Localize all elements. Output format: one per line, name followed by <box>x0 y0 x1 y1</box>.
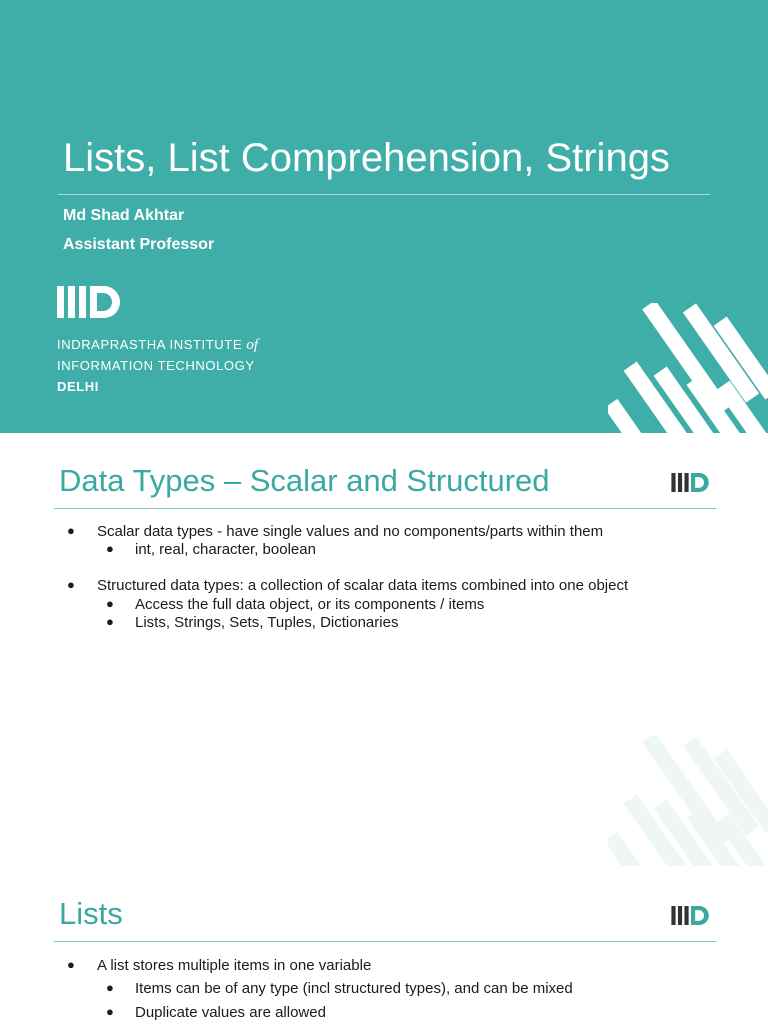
author-role: Assistant Professor <box>63 236 215 253</box>
slide-heading: Lists <box>59 896 123 931</box>
iiitd-logo-icon <box>57 286 123 318</box>
list-item: ● A list stores multiple items in one variable <box>67 957 372 974</box>
title-slide <box>0 0 768 433</box>
list-item: ● Duplicate values are allowed <box>106 1004 326 1021</box>
decorative-bars-watermark <box>608 736 768 866</box>
institute-name-line3: DELHI <box>57 379 99 394</box>
bullet-glyph: ● <box>67 957 75 972</box>
bullet-glyph: ● <box>67 577 75 592</box>
list-item: ● int, real, character, boolean <box>106 541 316 558</box>
iiitd-logo-small-icon <box>671 473 711 492</box>
list-item: ● Lists, Strings, Sets, Tuples, Dictionaries <box>106 614 399 631</box>
institute-of-word: of <box>246 337 258 353</box>
heading-divider <box>54 508 716 509</box>
list-item: ● Items can be of any type (incl structured types), and can be mixed <box>106 980 573 997</box>
list-item: ● Access the full data object, or its components / items <box>106 596 485 613</box>
bullet-glyph: ● <box>106 980 114 995</box>
institute-name-line1: INDRAPRASTHA INSTITUTE of <box>57 337 258 353</box>
author-name: Md Shad Akhtar <box>63 207 185 224</box>
slide-data-types <box>0 433 768 866</box>
list-item: ● Structured data types: a collection of scalar data items combined into one object <box>67 577 629 594</box>
list-item: ● Scalar data types - have single values and no components/parts within them <box>67 523 604 540</box>
bullet-glyph: ● <box>106 1004 114 1019</box>
bullet-glyph: ● <box>67 523 75 538</box>
bullet-glyph: ● <box>106 596 114 611</box>
institute-name-line2: INFORMATION TECHNOLOGY <box>57 358 255 373</box>
iiitd-logo-small-icon <box>671 906 711 925</box>
decorative-bars-graphic <box>608 303 768 433</box>
slide-heading: Data Types – Scalar and Structured <box>59 463 550 498</box>
bullet-glyph: ● <box>106 614 114 629</box>
bullet-list <box>0 523 768 632</box>
presentation-title: Lists, List Comprehension, Strings <box>63 136 670 180</box>
heading-divider <box>54 941 716 942</box>
slide-lists <box>0 866 768 1024</box>
bullet-glyph: ● <box>106 541 114 556</box>
bullet-list <box>0 957 768 1024</box>
title-divider <box>58 194 710 195</box>
